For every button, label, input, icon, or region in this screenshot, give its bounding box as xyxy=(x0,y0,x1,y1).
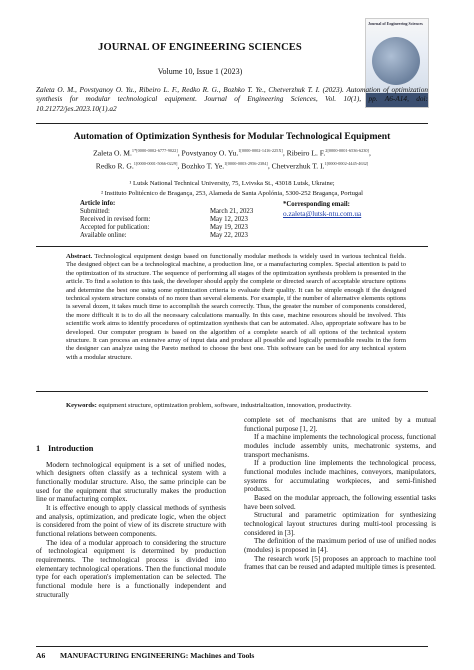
author-name: Bozhko T. Ye. xyxy=(181,161,225,171)
keywords xyxy=(66,402,406,410)
author-name: Zaleta O. M. xyxy=(93,148,132,158)
header-divider xyxy=(36,123,428,124)
body-paragraph: If a production line implements the technological process, functional modules include machines, conveyors, manipulators, systems for accumulating workpieces, and semi-finished products. xyxy=(244,459,436,494)
author-line-2: Redko R. G.$^{1[0000-0001-5066-0229]}$, Bozhko T. Ye.$^{1[0000-0003-2956-2384]}$, Chetverzhuk T. I.$^{1[0000-0002-4445-4632]}$ xyxy=(95,161,369,171)
page-footer xyxy=(36,651,254,660)
abstract-label: Abstract. xyxy=(66,253,93,260)
info-row-date: May 19, 2023 xyxy=(210,224,248,231)
body-paragraph-continued: complete set of mechanisms that are united by a mutual functional purpose [1, 2]. xyxy=(244,416,436,433)
info-row-label: Available online: xyxy=(80,232,127,239)
author-line-1: Zaleta O. M.$^{1*[0000-0002-6777-9022]}$, Povstyanoy O. Yu.$^{1[0000-0002-1416-225X]}$, Ribeiro L. F.$^{2[0000-0001-6536-6230]}$, xyxy=(93,148,371,158)
body-paragraph: The definition of the maximum period of use of unified nodes (modules) is proposed in [4]. xyxy=(244,537,436,554)
info-row-date: May 22, 2023 xyxy=(210,232,248,239)
body-paragraph: Structural and parametric optimization for synthesizing technological layout structures during multi-tool processing is considered in [3]. xyxy=(244,511,436,537)
info-row-date: May 12, 2023 xyxy=(210,216,248,223)
journal-title: JOURNAL OF ENGINEERING SCIENCES xyxy=(98,42,302,53)
cover-title: Journal of Engineering Sciences xyxy=(368,21,423,26)
author-name: Povstyanoy O. Yu. xyxy=(181,148,239,158)
info-row-label: Received in revised form: xyxy=(80,216,151,223)
abstract-bottom-divider xyxy=(36,391,428,392)
author-orcid[interactable]: 1[0000-0003-2956-2384] xyxy=(224,161,268,167)
page-number: A6 xyxy=(36,651,46,660)
info-row-label: Submitted: xyxy=(80,208,110,215)
body-paragraph: The idea of a modular approach to considering the structure of technological equipment is determined by production requirements. The technological process is divided into elementary technological operations. Then the functional module type for each operation's implementation can be selected. The functional module here is a functionally independent and structurally xyxy=(36,538,226,599)
abstract-top-divider xyxy=(36,246,428,247)
keywords-label: Keywords: xyxy=(66,402,97,409)
section-heading xyxy=(36,445,226,454)
author-name: Chetverzhuk T. I. xyxy=(271,161,325,171)
author-orcid[interactable]: 2[0000-0001-6536-6230] xyxy=(325,148,369,153)
abstract xyxy=(66,253,406,362)
author-orcid[interactable]: 1*[0000-0002-6777-9022] xyxy=(131,148,178,153)
body-paragraph: Based on the modular approach, the following essential tasks have been solved. xyxy=(244,493,436,511)
cover-graphic xyxy=(372,37,420,85)
article-info xyxy=(80,200,150,240)
keywords-text: equipment structure, optimization problem, software, industrialization, innovation, productivity. xyxy=(98,402,352,409)
footer-divider xyxy=(36,646,428,647)
paper-title: Automation of Optimization Synthesis for Modular Technological Equipment xyxy=(73,131,391,142)
affiliation-1: ¹ Lutsk National Technical University, 75, Lvivska St., 43018 Lutsk, Ukraine; xyxy=(129,180,335,187)
corresponding-email-link[interactable]: o.zaleta@lutsk-ntu.com.ua xyxy=(283,209,362,218)
author-orcid[interactable]: 1[0000-0001-5066-0229] xyxy=(133,161,178,167)
abstract-text: Technological equipment design based on functionally modular methods is widely used in various technical fields. The designed object can be a technological machine, a production line, or a manufacturing complex. Special attention is paid to the optimization of its structure. The sequence of performing all stages of the optimization synthesis problem is presented in the article. To find a solution to this task, the developer should apply the complete or directed search of acceptable structure options and determine the best one using some optimization criteria to evaluate their quality. It can be simple enough if the designed technical system structure consists of no more than several elements. For example, if the number of alternative elements options is several dozen, it takes much time to accomplish the search correctly. Thus, the greater the number of components considered, the more difficult it is to do all the necessary calculations manually. In this case, machine resources should be involved. This scientific work aims to identify procedures of optimization synthesis that can be automated. Also, appropriate software has to be developed. Our computer program is based on the algorithm of a complete search of all options of the technical system structure. It can process an extensive array of input data and produce all possible and logically permissible results in the form the designer can analyze using the Pareto method to choose the best one. This software can be used for any technical system with a modular structure. xyxy=(66,253,406,361)
author-name: Redko R. G. xyxy=(95,161,134,171)
affiliation-2: ² Instituto Politécnico de Bragança, 253, Alameda de Santa Apolónia, 5300-252 Bragança, Portugal xyxy=(100,189,363,197)
body-paragraph: The research work [5] proposes an approach to machine tool frames that can be reused and adapted multiple times is presented. xyxy=(244,554,436,572)
author-orcid[interactable]: 1[0000-0002-4445-4632] xyxy=(324,161,369,167)
info-row-date: March 21, 2023 xyxy=(210,208,254,215)
journal-volume: Volume 10, Issue 1 (2023) xyxy=(157,67,243,76)
author-list xyxy=(36,146,428,172)
author-name: Ribeiro L. F. xyxy=(286,148,326,158)
body-right-column xyxy=(244,416,436,572)
footer-section: MANUFACTURING ENGINEERING: Machines and Tools xyxy=(60,651,255,660)
body-paragraph: If a machine implements the technological process, functional modules include assembly units, mechatronic systems, and transport mechanisms. xyxy=(244,433,436,459)
body-left-column xyxy=(36,445,226,599)
author-orcid[interactable]: 1[0000-0002-1416-225X] xyxy=(238,148,283,153)
corresponding-label: *Corresponding email: xyxy=(283,201,350,208)
section-title: Introduction xyxy=(48,444,94,453)
info-row-label: Accepted for publication: xyxy=(80,224,150,231)
citation: Zaleta O. M., Povstyanoy O. Yu., Ribeiro L. F., Redko R. G., Bozhko T. Ye., Chetverzhuk T. I. (2023). Automation of optimization synthesis for modular technological equipment. Journal of Engineering Sciences, Vol. 10(1), pp. A6-A14, doi: 10.21272/jes.2023.10(1).a2 xyxy=(36,85,428,113)
article-dates xyxy=(210,208,253,240)
corresponding-info xyxy=(283,200,361,218)
section-number: 1 xyxy=(36,444,41,453)
body-paragraph: Modern technological equipment is a set of unified nodes, which designers often classify as a technical system with a functionally modular structure. Also, the same principle can be used for the equipment that structurally makes the production line or manufacturing complex. xyxy=(36,460,226,504)
body-paragraph: It is effective enough to apply classical methods of synthesis and analysis, optimization, and predicate logic, when the object is considered from the point of view of its discrete structure with functional relations between components. xyxy=(36,503,226,538)
article-info-label: Article info: xyxy=(80,200,116,207)
affiliations xyxy=(36,179,428,198)
